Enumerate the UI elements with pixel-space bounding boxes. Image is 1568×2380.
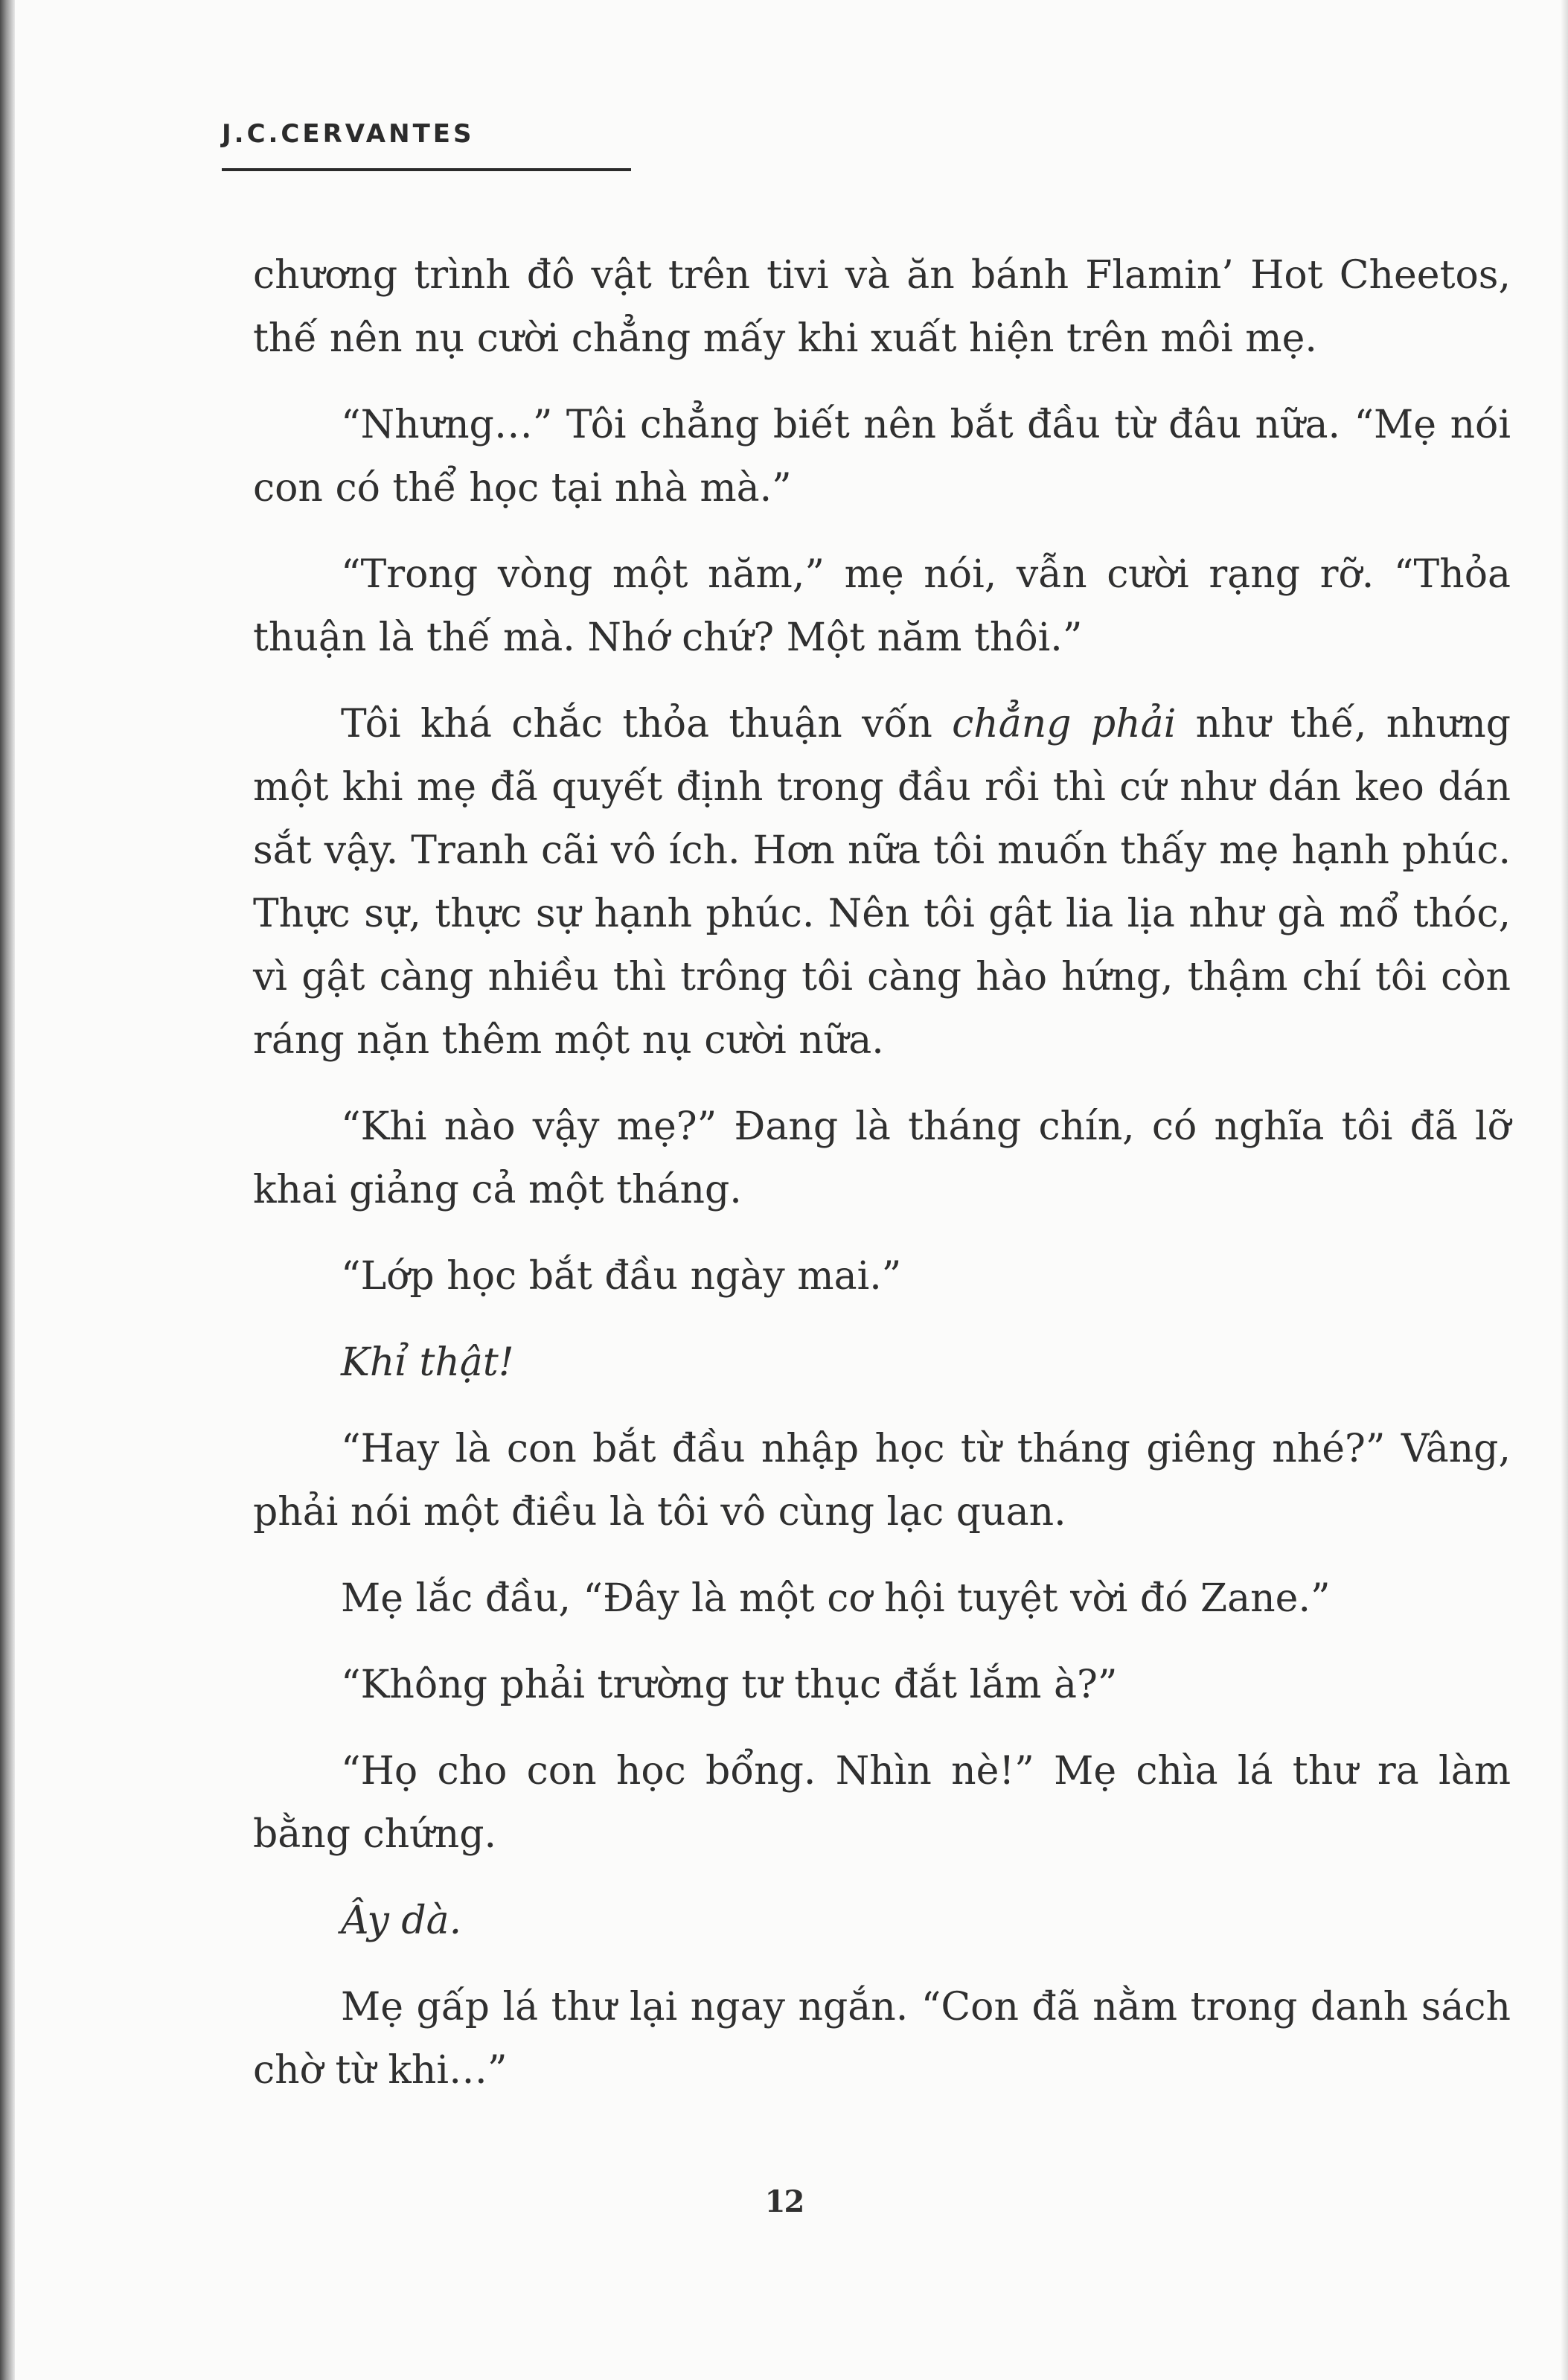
paragraph-4 bbox=[253, 693, 1511, 1072]
paragraph-9: Mẹ lắc đầu, “Đây là một cơ hội tuyệt vời đó Zane.” bbox=[341, 1576, 1331, 1621]
paragraph-11: “Họ cho con học bổng. Nhìn nè!” Mẹ chìa lá thư ra làm bằng chứng. bbox=[253, 1749, 1511, 1857]
paragraph-10: “Không phải trường tư thục đắt lắm à?” bbox=[341, 1663, 1118, 1707]
paragraph-12-thought: Ây dà. bbox=[341, 1898, 462, 1943]
paragraph-1: chương trình đô vật trên tivi và ăn bánh Flamin’ Hot Cheetos, thế nên nụ cười chẳng mấy khi xuất hiện trên môi mẹ. bbox=[253, 253, 1511, 361]
paragraph-8: “Hay là con bắt đầu nhập học từ tháng giêng nhé?” Vâng, phải nói một điều là tôi vô cùng lạc quan. bbox=[253, 1427, 1511, 1535]
paragraph-3: “Trong vòng một năm,” mẹ nói, vẫn cười rạng rỡ. “Thỏa thuận là thế mà. Nhớ chứ? Một năm thôi.” bbox=[253, 552, 1511, 660]
paragraph-7-thought: Khỉ thật! bbox=[341, 1340, 514, 1385]
paragraph-5: “Khi nào vậy mẹ?” Đang là tháng chín, có nghĩa tôi đã lỡ khai giảng cả một tháng. bbox=[253, 1104, 1511, 1212]
paragraph-4-end: như thế, nhưng một khi mẹ đã quyết định trong đầu rồi thì cứ như dán keo dán sắt vậy. Tranh cãi vô ích. Hơn nữa tôi muốn thấy mẹ hạnh phúc. Thực sự, thực sự hạnh phúc. Nên tôi gật lia lịa như gà mổ thóc, vì gật càng nhiều thì trông tôi càng hào hứng, thậm chí tôi còn ráng nặn thêm một nụ cười nữa. bbox=[253, 702, 1511, 1063]
paragraph-4-emphasis: chẳng phải bbox=[952, 702, 1177, 746]
running-head-author: J.C.CERVANTES bbox=[222, 119, 631, 171]
paragraph-13: Mẹ gấp lá thư lại ngay ngắn. “Con đã nằm trong danh sách chờ từ khi…” bbox=[253, 1985, 1511, 2093]
paragraph-4-start: Tôi khá chắc thỏa thuận vốn bbox=[341, 702, 953, 746]
paragraph-6: “Lớp học bắt đầu ngày mai.” bbox=[341, 1254, 902, 1299]
body-text bbox=[253, 244, 1511, 2125]
paragraph-2: “Nhưng…” Tôi chẳng biết nên bắt đầu từ đâu nữa. “Mẹ nói con có thể học tại nhà mà.” bbox=[253, 403, 1511, 511]
page-binding-shadow bbox=[0, 0, 15, 2380]
page-edge-shadow bbox=[1561, 0, 1568, 2380]
page-number: 12 bbox=[764, 2184, 804, 2219]
